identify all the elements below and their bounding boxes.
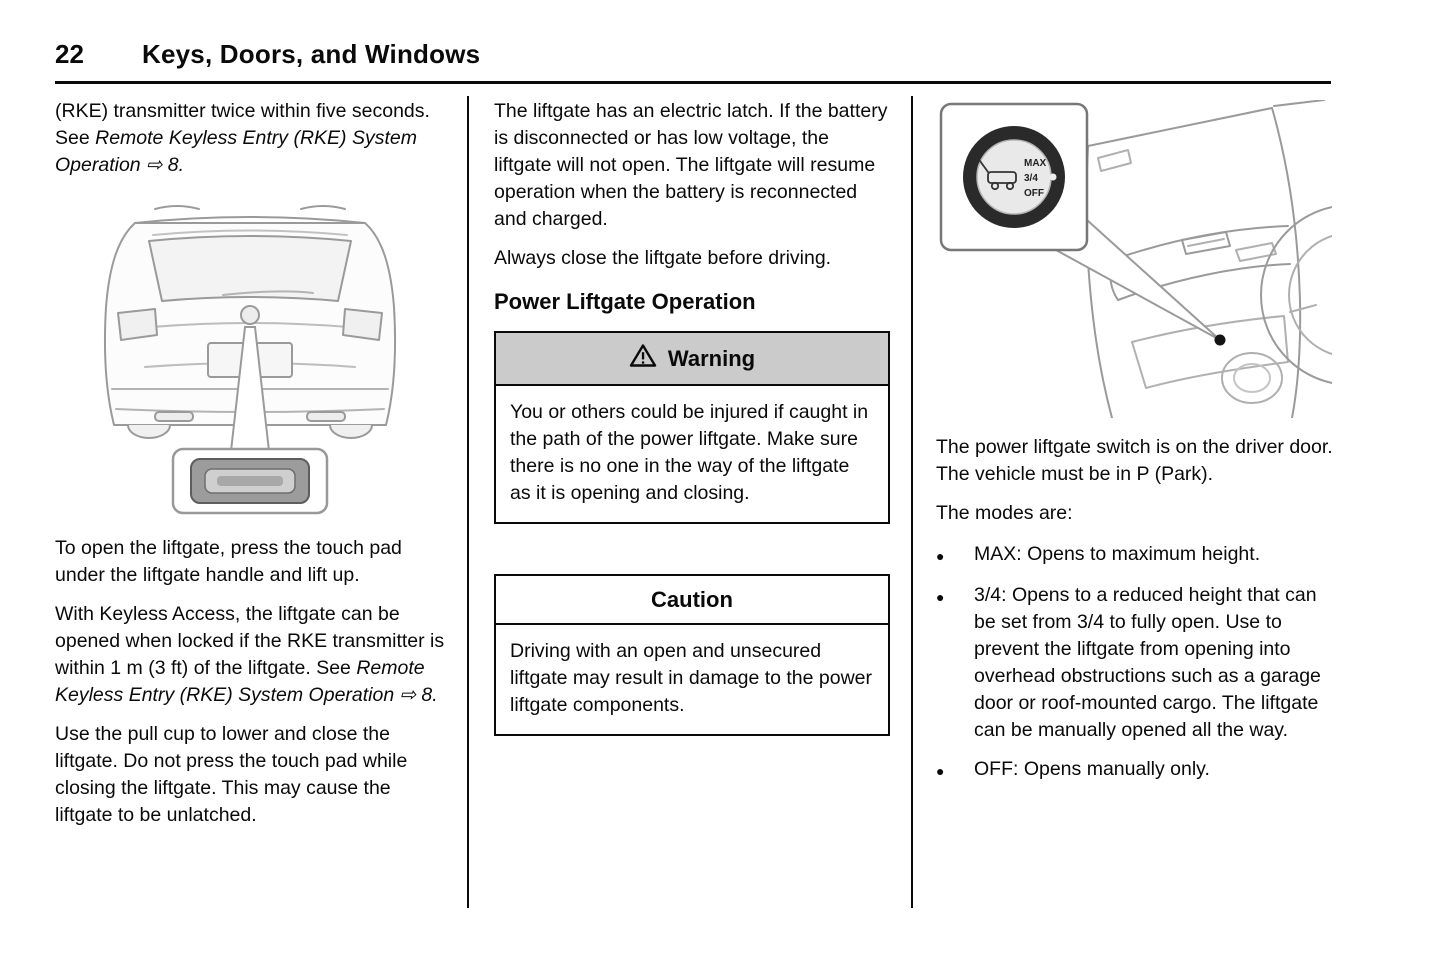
figure-rear-vehicle [55,195,447,517]
column-left [55,98,447,841]
touch-pad-callout [173,449,327,513]
caution-title: Caution [651,587,733,612]
column-right [936,98,1333,797]
switch-label-three-quarter: 3/4 [1024,173,1038,184]
paragraph-modes-intro: The modes are: [936,502,1073,524]
warning-body: You or others could be injured if caught in the path of the power liftgate. Make sure there is no one in the way of the liftgate as it is opening and closing. [510,401,869,504]
paragraph-electric-latch: The liftgate has an electric latch. If the battery is disconnected or has low voltage, the liftgate will not open. The liftgate will resume operation when the battery is reconnected and charged. [494,100,888,230]
liftgate-switch-inset [941,104,1087,250]
caution-box [494,574,890,736]
bullet-icon: ● [936,589,945,605]
text-regular: With Keyless Access, the liftgate can be opened when locked if the RKE transmitter is within 1 m (3 ft) of the liftgate. See [55,603,445,679]
warning-box [494,331,890,524]
paragraph-close-before-driving: Always close the liftgate before driving. [494,247,832,269]
paragraph-rke-intro [55,98,447,179]
door-switch-illustration [936,100,1332,418]
mode-list [936,541,1333,785]
page-title: Keys, Doors, and Windows [142,39,481,69]
list-item-text: OFF: Opens manually only. [974,758,1210,780]
warning-header [496,333,888,386]
warning-title: Warning [667,346,756,371]
switch-label-max: MAX [1024,158,1047,169]
bullet-icon: ● [936,548,945,564]
column-divider-left [467,96,469,908]
switch-location-dot [1215,335,1226,346]
column-middle [494,98,890,736]
bullet-icon: ● [936,763,945,779]
paragraph-open-liftgate: To open the liftgate, press the touch pad under the liftgate handle and lift up. [55,537,402,586]
caution-header [496,576,888,625]
paragraph-switch-location: The power liftgate switch is on the driver door. The vehicle must be in P (Park). [936,436,1333,485]
list-item-max [936,541,1333,570]
switch-pointer-mark [1050,174,1057,181]
text-regular: (RKE) transmitter twice within five seconds. See [55,100,430,149]
warning-triangle-icon [629,343,657,374]
page-number: 22 [55,39,84,69]
list-item-off [936,756,1333,785]
rear-vehicle-illustration [55,195,445,517]
switch-label-off: OFF [1024,188,1044,199]
cross-reference: Remote Keyless Entry (RKE) System Operation ⇨ 8. [55,127,417,176]
cross-reference: Remote Keyless Entry (RKE) System Operation ⇨ 8. [55,657,438,706]
paragraph-pull-cup: Use the pull cup to lower and close the liftgate. Do not press the touch pad while closing the liftgate. This may cause the liftgate to be unlatched. [55,723,408,826]
section-heading-power-liftgate: Power Liftgate Operation [494,289,756,314]
list-item-three-quarter [936,582,1333,744]
paragraph-keyless-access [55,601,447,709]
page-header [55,0,1331,84]
caution-body: Driving with an open and unsecured liftgate may result in damage to the power liftgate components. [510,640,873,716]
list-item-text: 3/4: Opens to a reduced height that can be set from 3/4 to fully open. Use to prevent the liftgate from opening into overhead obstructions such as a garage door or roof-mounted cargo. The liftgate can be manually opened all the way. [974,584,1321,741]
list-item-text: MAX: Opens to maximum height. [974,543,1261,565]
column-divider-right [911,96,913,908]
figure-door-switch [936,100,1333,418]
